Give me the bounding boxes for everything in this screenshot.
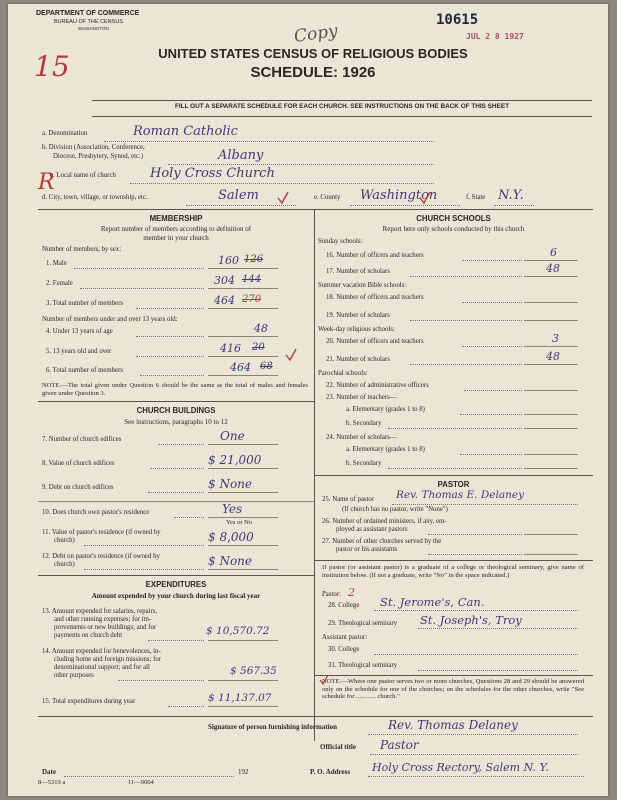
q30-label: 30. College xyxy=(328,646,360,653)
state-value[interactable]: N.Y. xyxy=(498,188,524,203)
q24-label: 24. Number of scholars— xyxy=(326,434,397,441)
sunday-schools-label: Sunday schools: xyxy=(318,238,363,245)
q4-label: 4. Under 13 years of age xyxy=(46,328,113,335)
red-check-icon xyxy=(284,348,298,362)
q2-value[interactable]: 304 xyxy=(214,274,235,287)
q16-value[interactable]: 6 xyxy=(550,246,557,259)
division-label-1: b. Division (Association, Conference, xyxy=(42,144,145,151)
date-label: Date xyxy=(42,768,56,776)
pastor-note: NOTE.—Where one pastor serves two or more churches, Questions 28 and 29 should be answered only on the schedule for one of the churches; on the schedules for the other churches, write "See schedule for ............ church." xyxy=(322,678,584,701)
q3-value[interactable]: 464 xyxy=(214,294,235,307)
q23a-label: a. Elementary (grades 1 to 8) xyxy=(346,406,425,413)
q12-label-1: 12. Debt on pastor's residence (if owned by xyxy=(42,553,160,560)
membership-sub-2: member in your church xyxy=(143,234,209,242)
q1-value[interactable]: 160 xyxy=(218,254,239,267)
q13-label-4: payments on church debt xyxy=(54,632,123,639)
graduate-note: If pastor (or assistant pastor) is a graduate of a college or theological seminary, give name of institution below. (If not a graduate, write "No" in the space indicated.) xyxy=(322,564,584,579)
q6-struck-value: 68 xyxy=(260,361,273,372)
q8-value[interactable]: $ 21,000 xyxy=(208,453,262,467)
q10-value[interactable]: Yes xyxy=(222,502,243,516)
date-year-prefix: 192 xyxy=(238,768,249,776)
q25-value[interactable]: Rev. Thomas E. Delaney xyxy=(396,489,525,501)
q28-value[interactable]: St. Jerome's, Can. xyxy=(380,595,485,609)
weekday-schools-label: Week-day religious schools: xyxy=(318,326,395,333)
q21-label: 21. Number of scholars xyxy=(326,356,390,363)
q9-value[interactable]: $ None xyxy=(208,477,253,491)
q13-value[interactable]: $ 10,570.72 xyxy=(206,625,270,637)
q23-label: 23. Number of teachers— xyxy=(326,394,397,401)
membership-note: NOTE.—The total given under Question 6 should be the same as the total of males and females given under Question 3. xyxy=(42,382,308,397)
schedule-title: SCHEDULE: 1926 xyxy=(250,64,376,81)
q24b-label: b. Secondary xyxy=(346,460,382,467)
po-address-value[interactable]: Holy Cross Rectory, Salem N. Y. xyxy=(372,761,549,774)
q8-label: 8. Value of church edifices xyxy=(42,460,115,467)
bureau-label: BUREAU OF THE CENSUS xyxy=(54,19,123,25)
instruction-line: FILL OUT A SEPARATE SCHEDULE FOR EACH CHURCH. SEE INSTRUCTIONS ON THE BACK OF THIS SHEET xyxy=(175,103,509,110)
buildings-title: CHURCH BUILDINGS xyxy=(136,406,216,415)
q3-struck-value: 270 xyxy=(242,294,262,305)
q29-value[interactable]: St. Joseph's, Troy xyxy=(420,613,522,627)
assistant-pastor-label: Assistant pastor: xyxy=(322,634,368,641)
buildings-sub: See instructions, paragraphs 10 to 12 xyxy=(124,418,228,426)
q27-label-1: 27. Number of other churches served by the xyxy=(322,538,442,545)
q19-label: 19. Number of scholars xyxy=(326,312,390,319)
red-mark-r: R xyxy=(38,170,55,195)
membership-sub-1: Report number of members according to definition of xyxy=(100,225,252,233)
q17-label: 17. Number of scholars xyxy=(326,268,390,275)
q15-label: 15. Total expenditures during year xyxy=(42,698,136,705)
red-mark-15: 15 xyxy=(34,50,70,83)
q14-label-4: other purposes xyxy=(54,672,94,679)
signature-value[interactable]: Rev. Thomas Delaney xyxy=(388,718,518,732)
q10-label: 10. Does church own pastor's residence xyxy=(42,509,150,516)
expenditures-title: EXPENDITURES xyxy=(145,580,207,589)
q9-label: 9. Debt on church edifices xyxy=(42,484,114,491)
q11-label-2: church) xyxy=(54,537,75,544)
q13-label-3: provements or new buildings; and for xyxy=(54,624,157,631)
q5-value[interactable]: 416 xyxy=(220,342,241,355)
received-date-stamp: JUL 2 8 1927 xyxy=(466,32,524,41)
q20-value[interactable]: 3 xyxy=(552,332,559,345)
city-town-label: d. City, town, village, or township, etc. xyxy=(42,194,148,201)
q11-label-1: 11. Value of pastor's residence (if owned by xyxy=(42,529,161,536)
census-schedule-sheet xyxy=(8,4,608,796)
q24a-label: a. Elementary (grades 1 to 8) xyxy=(346,446,425,453)
membership-title: MEMBERSHIP xyxy=(149,214,203,223)
form-title: UNITED STATES CENSUS OF RELIGIOUS BODIES xyxy=(158,46,468,61)
denomination-label: a. Denomination xyxy=(42,130,88,137)
q7-label: 7. Number of church edifices xyxy=(42,436,122,443)
q6-value[interactable]: 464 xyxy=(230,361,251,374)
pastor-red-mark: 2 xyxy=(348,586,355,599)
q5-struck-value: 20 xyxy=(252,342,265,353)
division-value[interactable]: Albany xyxy=(218,148,264,163)
q17-value[interactable]: 48 xyxy=(546,262,560,275)
copy-annotation: Copy xyxy=(292,21,339,47)
q21-value[interactable]: 48 xyxy=(546,350,560,363)
q1-label: 1. Male xyxy=(46,260,67,267)
department-label: DEPARTMENT OF COMMERCE xyxy=(36,10,140,17)
q12-label-2: church) xyxy=(54,561,75,568)
q3-label: 3. Total number of members xyxy=(46,300,123,307)
parochial-schools-label: Parochial schools: xyxy=(318,370,368,377)
q28-label: 28. College xyxy=(328,602,360,609)
local-name-value[interactable]: Holy Cross Church xyxy=(150,166,275,181)
city-town-value[interactable]: Salem xyxy=(218,188,259,203)
q22-label: 22. Number of administrative officers xyxy=(326,382,429,389)
q29-label: 29. Theological seminary xyxy=(328,620,398,627)
pastor-title: PASTOR xyxy=(437,480,470,489)
q2-label: 2. Female xyxy=(46,280,73,287)
official-title-label: Official title xyxy=(320,743,356,751)
red-check-icon xyxy=(276,191,290,205)
official-title-value[interactable]: Pastor xyxy=(380,738,419,752)
q26-label-2: ployed as assistant pastors xyxy=(336,526,408,533)
q31-label: 31. Theological seminary xyxy=(328,662,398,669)
county-label: e. County xyxy=(314,194,341,201)
schools-sub: Report here only schools conducted by this church xyxy=(382,225,525,233)
county-value[interactable]: Washington xyxy=(360,188,438,203)
q2-struck-value: 144 xyxy=(242,274,262,285)
q11-value[interactable]: $ 8,000 xyxy=(208,530,254,544)
q14-label-1: 14. Amount expended for benevolences, in- xyxy=(42,648,161,655)
division-label-2: Diocese, Presbytery, Synod, etc.) xyxy=(53,153,143,160)
members-by-sex-label: Number of members, by sex: xyxy=(42,246,122,253)
expenditures-sub: Amount expended by your church during last fiscal year xyxy=(91,592,261,600)
po-address-label: P. O. Address xyxy=(310,768,351,776)
city-label: WASHINGTON xyxy=(78,26,109,31)
members-by-age-label: Number of members under and over 13 years old: xyxy=(42,316,178,323)
q25-sublabel: (If church has no pastor, write "None") xyxy=(342,506,448,513)
q15-value[interactable]: $ 11,137.07 xyxy=(208,692,272,704)
state-label: f. State xyxy=(466,194,486,201)
signature-label: Signature of person furnishing information xyxy=(208,723,337,731)
q16-label: 16. Number of officers and teachers xyxy=(326,252,424,259)
q1-struck-value: 126 xyxy=(244,254,264,265)
q14-label-3: denominational support; and for all xyxy=(54,664,150,671)
q20-label: 20. Number of officers and teachers xyxy=(326,338,424,345)
pastor-sub-label: Pastor: xyxy=(322,591,341,598)
q13-label-2: and other running expenses; for im- xyxy=(54,616,152,623)
summer-schools-label: Summer vacation Bible schools: xyxy=(318,282,407,289)
local-name-label: c. Local name of church xyxy=(50,172,116,179)
q26-label-1: 26. Number of ordained ministers, if any, em- xyxy=(322,518,447,525)
serial-number-stamp: 10615 xyxy=(436,12,479,28)
q27-label-2: pastor or his assistants xyxy=(336,546,397,553)
q14-value[interactable]: $ 567.35 xyxy=(230,665,277,677)
q10-sublabel: Yes or No xyxy=(226,519,253,526)
q13-label-1: 13. Amount expended for salaries, repairs, xyxy=(42,608,158,615)
q14-label-2: cluding home and foreign missions; for xyxy=(54,656,162,663)
q25-label: 25. Name of pastor xyxy=(322,496,375,503)
q5-label: 5. 13 years old and over xyxy=(46,348,112,355)
form-number-2: 11—9064 xyxy=(128,779,154,786)
q23b-label: b. Secondary xyxy=(346,420,382,427)
q6-label: 6. Total number of members xyxy=(46,367,123,374)
q18-label: 18. Number of officers and teachers xyxy=(326,294,424,301)
schools-title: CHURCH SCHOOLS xyxy=(416,214,491,223)
q7-value[interactable]: One xyxy=(220,429,245,443)
red-check-icon xyxy=(318,674,330,686)
q4-value[interactable]: 48 xyxy=(254,322,268,335)
denomination-value[interactable]: Roman Catholic xyxy=(133,124,238,139)
q12-value[interactable]: $ None xyxy=(208,554,253,568)
form-number: 8—5319 a xyxy=(38,779,66,786)
red-check-icon xyxy=(418,191,432,205)
